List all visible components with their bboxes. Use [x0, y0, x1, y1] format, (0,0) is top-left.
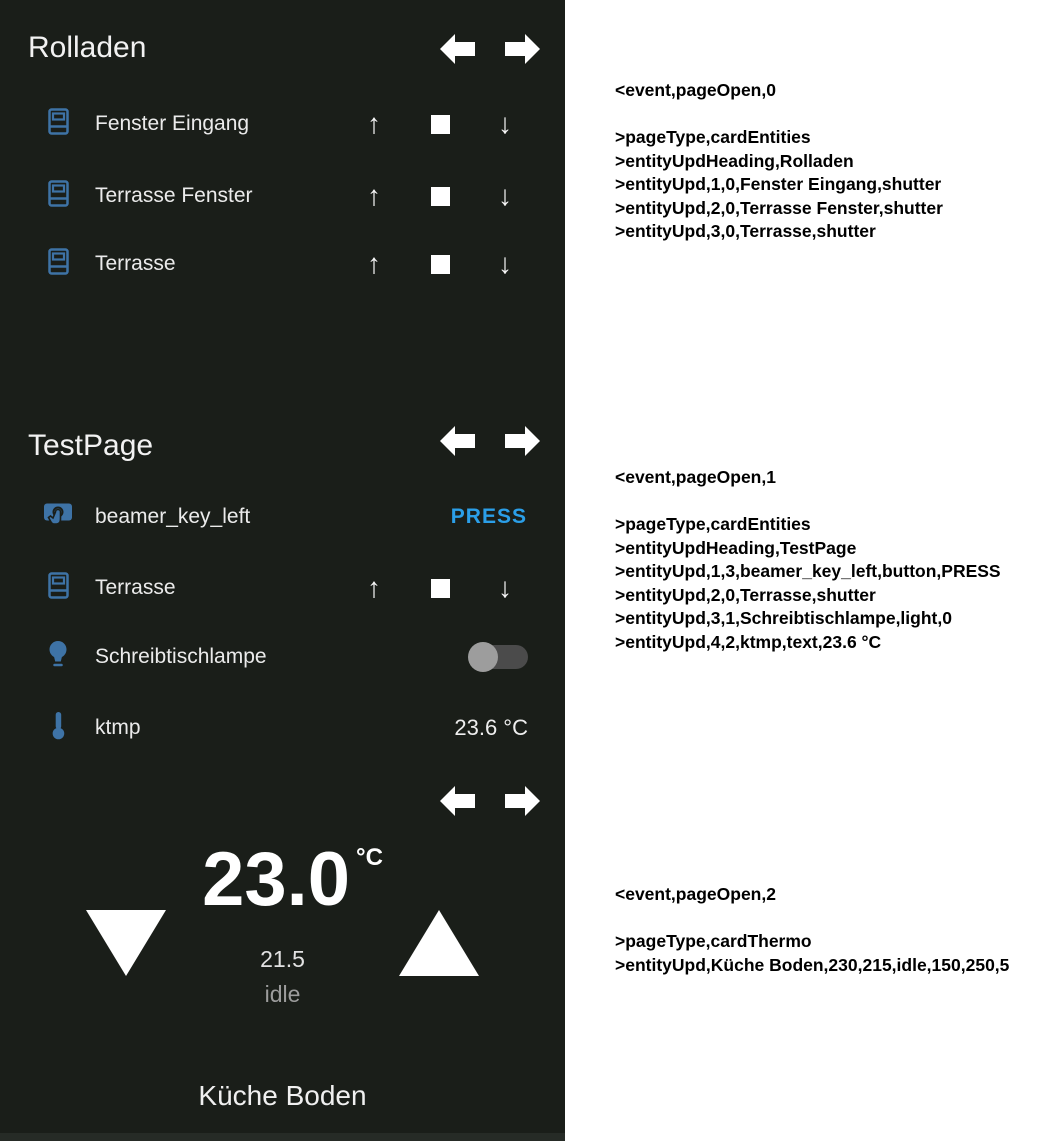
card-thermo: [0, 760, 565, 1141]
shutter-up-button[interactable]: ↑: [367, 248, 381, 279]
page-nav: [440, 425, 540, 457]
entity-row: [0, 707, 565, 749]
page-nav: [440, 33, 540, 65]
entity-row: [0, 103, 565, 145]
shutter-down-button[interactable]: ↓: [498, 180, 512, 211]
entity-name: Terrasse: [95, 576, 176, 599]
entity-name: ktmp: [95, 716, 141, 739]
window-shutter-icon: [43, 108, 73, 140]
window-shutter-icon: [43, 180, 73, 212]
window-shutter-icon: [43, 248, 73, 280]
protocol-block-page1: [615, 466, 1001, 654]
page-title: Rolladen: [28, 31, 147, 64]
protocol-line: >entityUpd,2,0,Terrasse,shutter: [615, 584, 876, 605]
press-button[interactable]: PRESS: [450, 505, 527, 528]
protocol-line: <event,pageOpen,0: [615, 80, 776, 100]
shutter-up-button[interactable]: ↑: [367, 180, 381, 211]
thermometer-icon: [43, 711, 73, 746]
protocol-line: <event,pageOpen,2: [615, 884, 776, 904]
entity-name: Fenster Eingang: [95, 112, 250, 135]
entity-row: [0, 636, 565, 678]
shutter-stop-button[interactable]: [428, 567, 452, 609]
protocol-line: >pageType,cardThermo: [615, 931, 812, 951]
protocol-block-page2: [615, 883, 1009, 977]
stop-square-icon: [431, 579, 450, 598]
page-nav: [440, 785, 540, 817]
shutter-up-button[interactable]: ↑: [367, 108, 381, 139]
card-entities-rolladen: [0, 0, 565, 390]
shutter-down-button[interactable]: ↓: [498, 108, 512, 139]
arrow-left-icon[interactable]: [440, 785, 476, 817]
shutter-down-button[interactable]: ↓: [498, 572, 512, 603]
entity-name: Schreibtischlampe: [95, 645, 267, 668]
protocol-line: >entityUpdHeading,TestPage: [615, 537, 857, 558]
arrow-left-icon[interactable]: [440, 33, 476, 65]
protocol-line: >pageType,cardEntities: [615, 127, 811, 147]
protocol-line: >entityUpd,2,0,Terrasse Fenster,shutter: [615, 197, 943, 218]
protocol-line: [615, 103, 943, 127]
protocol-line: <event,pageOpen,1: [615, 467, 776, 487]
stop-square-icon: [431, 187, 450, 206]
protocol-line: >entityUpd,3,0,Terrasse,shutter: [615, 221, 876, 241]
protocol-line: >pageType,cardEntities: [615, 514, 811, 534]
protocol-line: >entityUpd,1,3,beamer_key_left,button,PRESS: [615, 561, 1001, 581]
entity-row: [0, 567, 565, 609]
room-name: Küche Boden: [198, 1080, 367, 1111]
setpoint-value: 21.5: [260, 946, 305, 972]
temperature-unit: °C: [355, 844, 383, 871]
protocol-line: >entityUpdHeading,Rolladen: [615, 150, 854, 171]
entity-name: beamer_key_left: [95, 505, 251, 528]
arrow-right-icon[interactable]: [504, 425, 540, 457]
entity-name: Terrasse: [95, 252, 176, 275]
protocol-line: >entityUpd,4,2,ktmp,text,23.6 °C: [615, 631, 882, 652]
sensor-value: 23.6 °C: [454, 715, 528, 740]
card-entities-testpage: [0, 390, 565, 760]
current-temperature-value: 23.0: [202, 837, 350, 922]
entity-row: [0, 175, 565, 217]
shutter-stop-button[interactable]: [428, 175, 452, 217]
gesture-tap-button-icon: [43, 500, 73, 535]
stop-square-icon: [431, 255, 450, 274]
lightbulb-icon: [43, 640, 73, 675]
shutter-up-button[interactable]: ↑: [367, 572, 381, 603]
page-title: TestPage: [28, 429, 154, 462]
entity-row: [0, 243, 565, 285]
entity-name: Terrasse Fenster: [95, 184, 253, 207]
window-shutter-icon: [43, 572, 73, 604]
entity-row: [0, 496, 565, 538]
arrow-left-icon[interactable]: [440, 425, 476, 457]
protocol-line: [615, 907, 1009, 931]
device-bezel-strip: [0, 1133, 565, 1141]
protocol-line: >entityUpd,3,1,Schreibtischlampe,light,0: [615, 608, 952, 628]
hvac-state: idle: [264, 981, 301, 1007]
shutter-down-button[interactable]: ↓: [498, 248, 512, 279]
protocol-line: >entityUpd,Küche Boden,230,215,idle,150,250,5: [615, 954, 1010, 975]
current-temperature: [10, 837, 575, 922]
protocol-line: >entityUpd,1,0,Fenster Eingang,shutter: [615, 174, 942, 194]
shutter-stop-button[interactable]: [428, 103, 452, 145]
protocol-line: [615, 490, 1001, 514]
protocol-block-page0: [615, 79, 943, 244]
shutter-stop-button[interactable]: [428, 243, 452, 285]
stop-square-icon: [431, 115, 450, 134]
arrow-right-icon[interactable]: [504, 33, 540, 65]
light-toggle-switch[interactable]: [468, 642, 528, 672]
toggle-knob: [468, 642, 498, 672]
arrow-right-icon[interactable]: [504, 785, 540, 817]
